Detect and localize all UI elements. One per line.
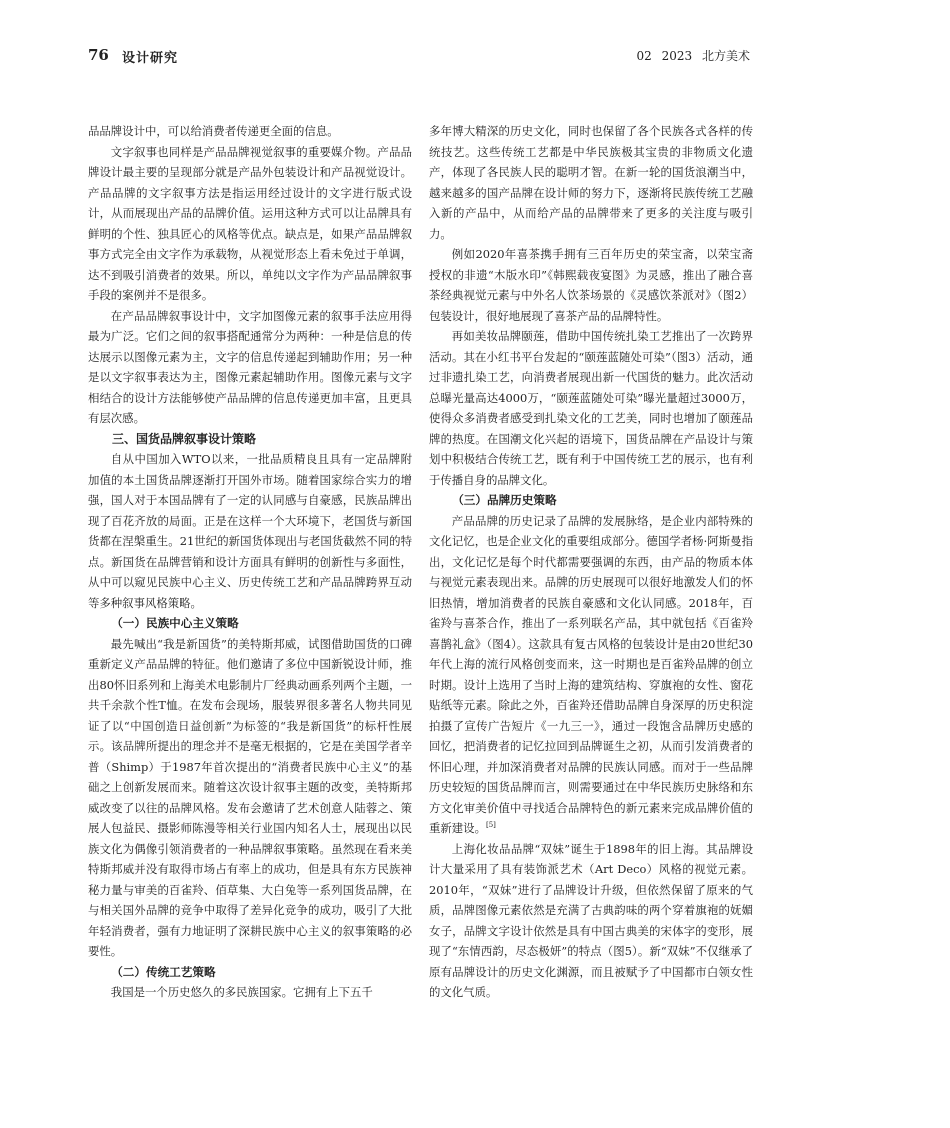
subsection-heading: （三）品牌历史策略 xyxy=(452,493,557,507)
section-heading: 三、国货品牌叙事设计策略 xyxy=(112,431,257,446)
paragraph: 我国是一个历史悠久的多民族国家。它拥有上下五千 xyxy=(110,985,373,999)
right-column xyxy=(429,121,753,1003)
citation-reference: [5] xyxy=(485,821,496,830)
paragraph: 文字叙事也同样是产品品牌视觉叙事的重要媒介物。产品品牌设计最主要的呈现部分就是产品外包装设计和产品视觉设计。产品品牌的文字叙事方法是指运用经过设计的文字进行版式设计，从而展现出产品的品牌价值。运用这种方式可以让品牌具有鲜明的个性、独具匠心的风格等优点。缺点是，如果产品品牌叙事方式完全由文字作为承载物，从视觉形态上看未免过于单调，达不到吸引消费者的效果。所以，单纯以文字作为产品品牌叙事手段的案例并不是很多。 xyxy=(88,144,412,302)
paragraph-text: 产品品牌的历史记录了品牌的发展脉络，是企业内部特殊的文化记忆，也是企业文化的重要组成部分。德国学者杨·阿斯曼指出，文化记忆是每个时代都需要强调的东西，由产品的物质本体与视觉元素表现出来。品牌的历史展现可以很好地激发人们的怀旧热情，增加消费者的民族自豪感和文化认同感。2018年，百雀羚与喜茶合作，推出了一系列联名产品，其中就包括《百雀羚喜鹊礼盒》（图4）。这款具有复古风格的包装设计是由20世纪30年代上海的流行风格创变而来，这一时期也是百雀羚品牌的创立时期。设计上选用了当时上海的建筑结构、穿旗袍的女性、窗花贴纸等元素。除此之外，百雀羚还借助品牌自身深厚的历史积淀拍摄了宣传广告短片《一九三一》，通过一段饱含品牌历史感的回忆，把消费者的记忆拉回到品牌诞生之初，从而引发消费者的怀旧心理，并加深消费者对品牌的民族认同感。而对于一些品牌历史较短的国货品牌而言，则需要通过在中华民族历史脉络和东方文化审美价值中寻找适合品牌特色的新元素来完成品牌价值的重新建设。 xyxy=(429,513,753,835)
paragraph: 自从中国加入WTO以来，一批品质精良且具有一定品牌附加值的本土国货品牌逐渐打开国外市场。随着国家综合实力的增强，国人对于本国品牌有了一定的认同感与自豪感，民族品牌出现了百花齐放的局面。正是在这样一个大环境下，老国货与新国货都在涅槃重生。21世纪的新国货体现出与老国货截然不同的特点。新国货在品牌营销和设计方面具有鲜明的创新性与多面性，从中可以窥见民族中心主义、历史传统工艺和产品品牌跨界互动等多种叙事风格策略。 xyxy=(88,452,412,610)
section-title: 设计研究 xyxy=(122,51,179,66)
paragraph: 上海化妆品品牌“双妹”诞生于1898年的旧上海。其品牌设计大量采用了具有装饰派艺术（Art Deco）风格的视觉元素。2010年，“双妹”进行了品牌设计升级，但依然保留了原来的气质，品牌图像元素依然是充满了古典韵味的两个穿着旗袍的妩媚女子，品牌文字设计依然是具有中国古典美的宋体字的变形，展现了“东情西韵，尽态极妍”的特点（图5）。新“双妹”不仅继承了原有品牌设计的历史文化渊源，而且被赋予了中国都市白领女性的文化气质。 xyxy=(429,841,753,999)
page-header xyxy=(88,46,750,68)
page-number: 76 xyxy=(88,46,109,64)
paragraph: 最先喊出“我是新国货”的美特斯邦威，试图借助国货的口碑重新定义产品品牌的特征。他们邀请了多位中国新锐设计师，推出80怀旧系列和上海美术电影制片厂经典动画系列两个主题，一共千余款个性T恤。在发布会现场，服装界很多著名人物共同见证了以“中国创造日益创新”为标签的“我是新国货”的标杆性展示。该品牌所提出的理念并不是毫无根据的，它是在美国学者辛普（Shimp）于1987年首次提出的“消费者民族中心主义”的基础之上创新发展而来。随着这次设计叙事主题的改变，美特斯邦威改变了以往的品牌风格。发布会邀请了艺术创意人陆蓉之、策展人包益民、摄影师陈漫等相关行业国内知名人士，展现出以民族文化为偶像引领消费者的一种品牌叙事策略。虽然现在看来美特斯邦威并没有取得市场占有率上的成功，但是具有东方民族神秘力量与审美的百雀羚、佰草集、大白兔等一系列国货品牌，在与相关国外品牌的竞争中取得了差异化竞争的成功，吸引了大批年轻消费者，强有力地证明了深耕民族中心主义的叙事策略的必要性。 xyxy=(88,636,412,958)
issue-info: 02 2023 北方美术 xyxy=(636,49,750,63)
subsection-heading: （一）民族中心主义策略 xyxy=(111,616,239,630)
paragraph: 品品牌设计中，可以给消费者传递更全面的信息。 xyxy=(88,124,339,138)
left-column xyxy=(88,121,412,1003)
paragraph: 在产品品牌叙事设计中，文字加图像元素的叙事手法应用得最为广泛。它们之间的叙事搭配通常分为两种：一种是信息的传达展示以图像元素为主，文字的信息传递起到辅助作用；另一种是以文字叙事表达为主，图像元素起辅助作用。图像元素与文字相结合的设计方法能够使产品品牌的信息传递更加丰富，且更具有层次感。 xyxy=(88,308,412,425)
subsection-heading: （二）传统工艺策略 xyxy=(111,964,216,979)
paragraph xyxy=(429,511,753,839)
paragraph: 多年博大精深的历史文化，同时也保留了各个民族各式各样的传统技艺。这些传统工艺都是中华民族极其宝贵的非物质文化遗产，体现了各民族人民的聪明才智。在新一轮的国货浪潮当中，越来越多的国产品牌在设计师的努力下，逐渐将民族传统工艺融入新的产品中，从而给产品的品牌带来了更多的关注度与吸引力。 xyxy=(429,124,753,241)
paragraph: 例如2020年喜茶携手拥有三百年历史的荣宝斋，以荣宝斋授权的非遗“木版水印”《韩熙载夜宴图》为灵感，推出了融合喜茶经典视觉元素与中外名人饮茶场景的《灵感饮茶派对》（图2）包装设计，很好地展现了喜茶产品的品牌特性。 xyxy=(429,247,753,323)
paragraph: 再如美妆品牌颐莲，借助中国传统扎染工艺推出了一次跨界活动。其在小红书平台发起的“颐莲蓝随处可染”（图3）活动，通过非遗扎染工艺，向消费者展现出新一代国货的魅力。此次活动总曝光量高达4000万，“颐莲蓝随处可染”曝光量超过3000万，使得众多消费者感受到扎染文化的工艺美，同时也增加了颐莲品牌的热度。在国潮文化兴起的语境下，国货品牌在产品设计与策划中积极结合传统工艺，既有利于中国传统工艺的展示，也有利于传播自身的品牌文化。 xyxy=(429,329,753,487)
